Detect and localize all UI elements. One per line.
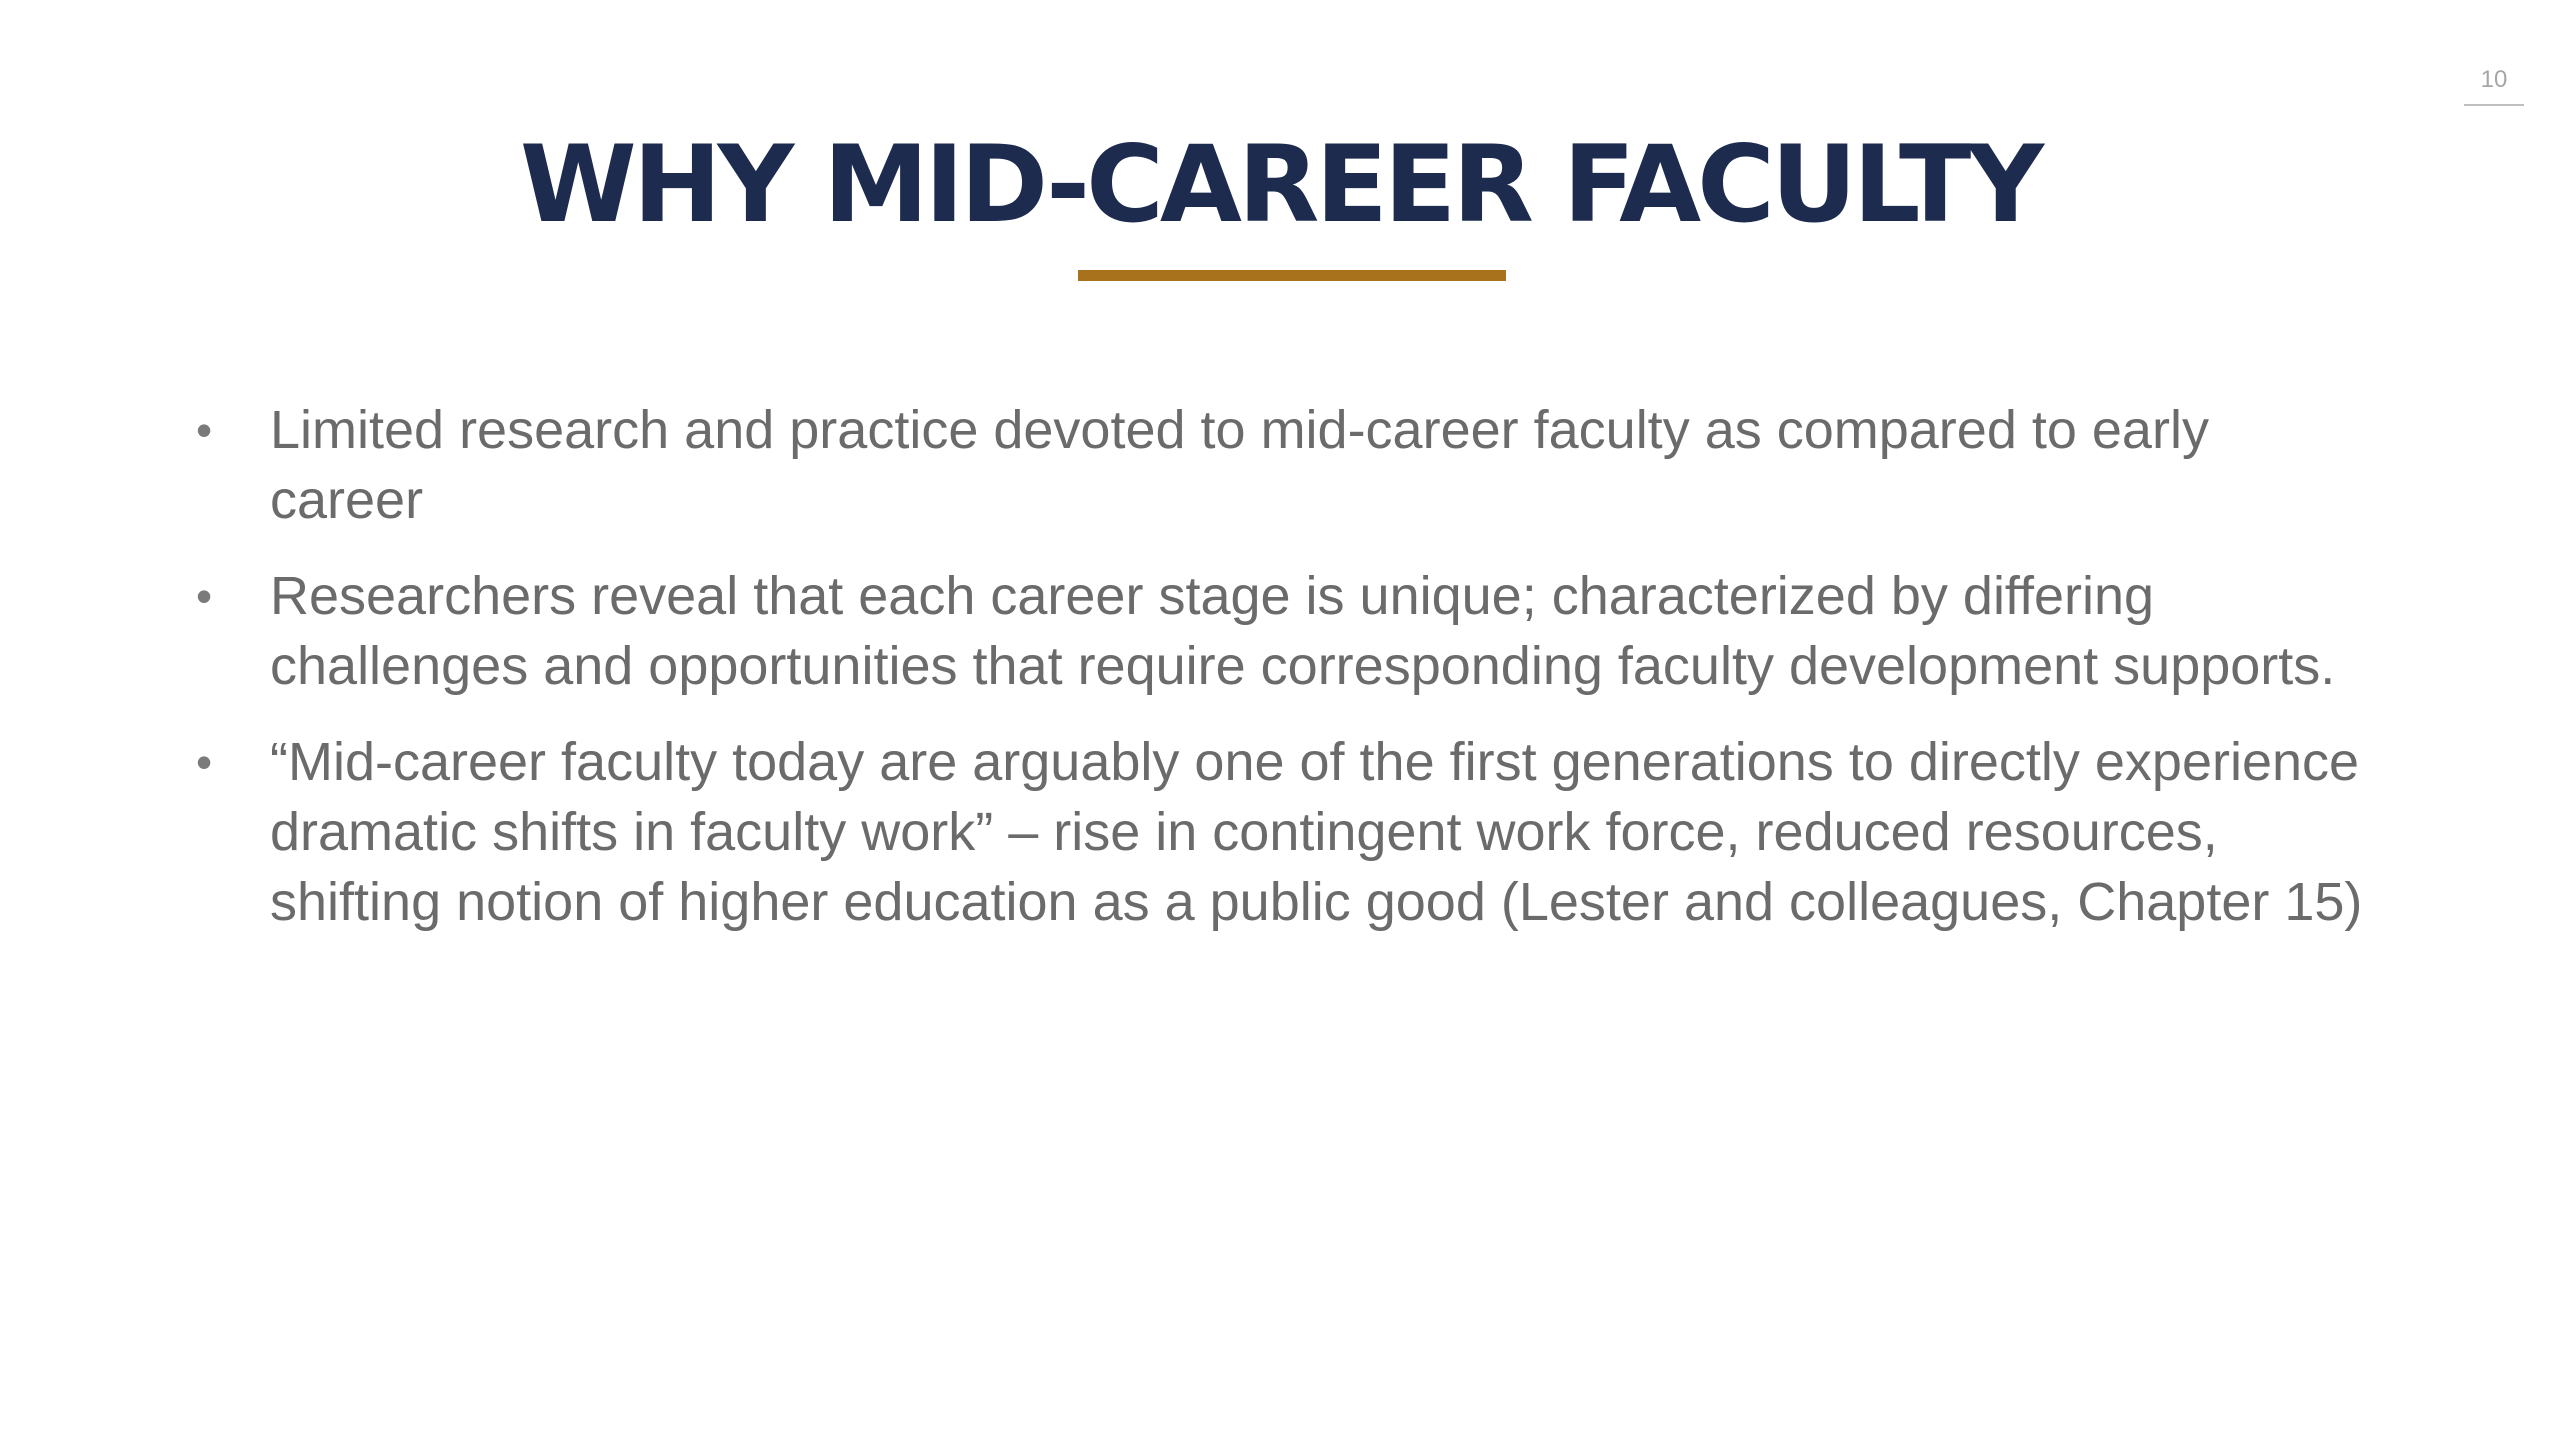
bullet-item-1 xyxy=(196,395,2376,535)
bullet-dot-icon: • xyxy=(196,570,213,622)
bullet-dot-icon: • xyxy=(196,736,213,788)
bullet-item-2 xyxy=(196,561,2376,701)
page-number: 10 xyxy=(2480,66,2508,93)
bullet-text-2: Researchers reveal that each career stage is unique; characterized by differing challenges and opportunities that require corresponding faculty development supports. xyxy=(270,566,2336,696)
slide-title: WHY MID-CAREER FACULTY xyxy=(519,123,2041,246)
title-underline xyxy=(1078,270,1506,281)
bullet-list xyxy=(196,395,2376,963)
bullet-item-3 xyxy=(196,727,2376,937)
bullet-text-3: “Mid-career faculty today are arguably one of the first generations to directly experience dramatic shifts in faculty work” – rise in contingent work force, reduced resources, shifting notion of higher education as a public good (Lester and colleagues, Chapter 15) xyxy=(270,732,2363,932)
bullet-dot-icon: • xyxy=(196,404,213,456)
page-number-rule xyxy=(2464,104,2524,106)
bullet-text-1: Limited research and practice devoted to mid-career faculty as compared to early career xyxy=(270,400,2209,530)
